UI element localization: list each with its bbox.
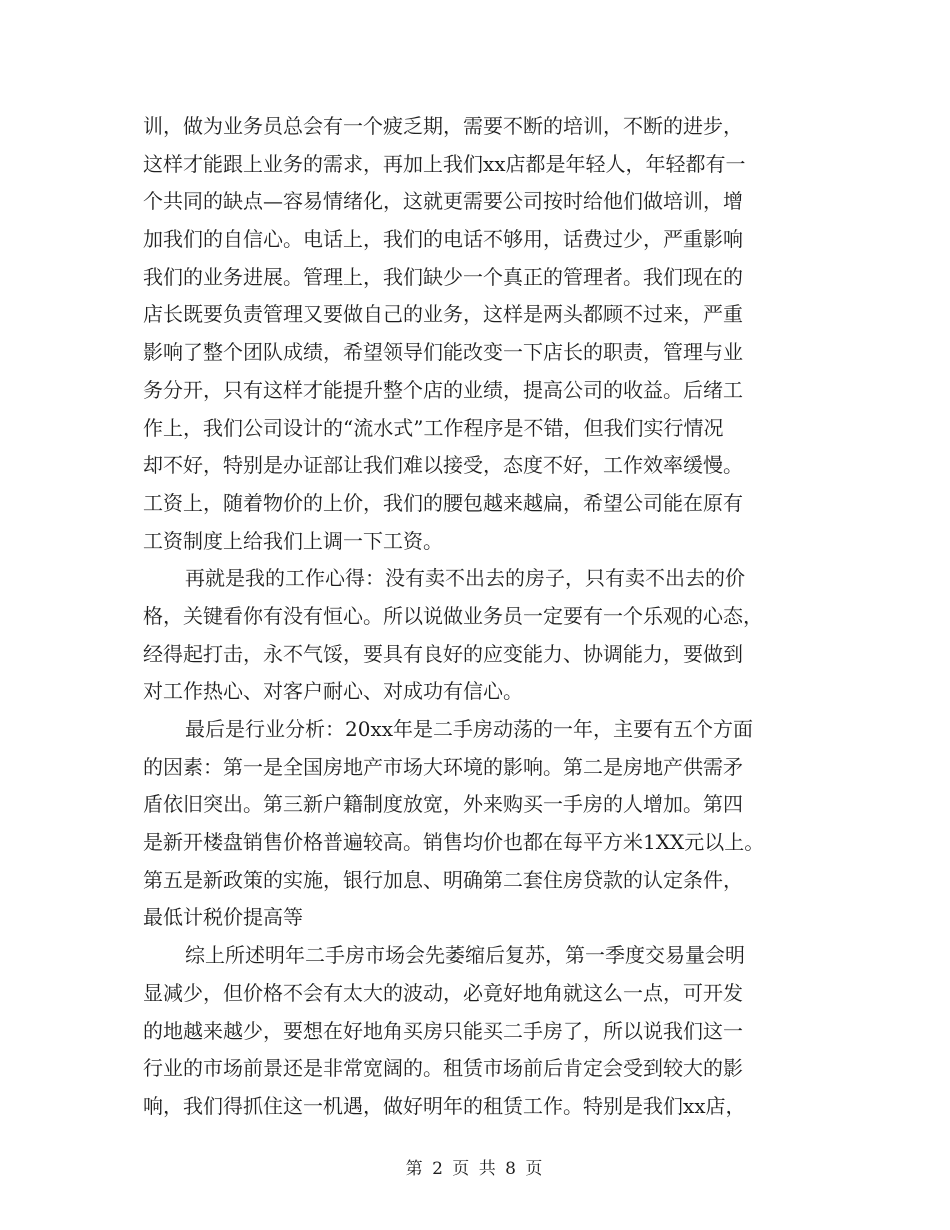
text-line: 加我们的自信心。电话上，我们的电话不够用，话费过少，严重影响 xyxy=(143,227,743,252)
text-line: 店长既要负责管理又要做自己的业务，这样是两头都顾不过来，严重 xyxy=(143,302,743,327)
text-line: 工资上，随着物价的上价，我们的腰包越来越扁，希望公司能在原有 xyxy=(143,490,743,515)
body-text xyxy=(143,108,803,1126)
text-line: 响，我们得抓住这一机遇，做好明年的租赁工作。特别是我们xx店， xyxy=(143,1093,746,1118)
paragraph-first-line: 再就是我的工作心得：没有卖不出去的房子，只有卖不出去的价 xyxy=(185,566,745,591)
text-line: 是新开楼盘销售价格普遍较高。销售均价也都在每平方米1XX元以上。 xyxy=(143,830,765,855)
text-line: 这样才能跟上业务的需求，再加上我们xx店都是年轻人，年轻都有一 xyxy=(143,151,746,176)
text-line: 的因素：第一是全国房地产市场大环境的影响。第二是房地产供需矛 xyxy=(143,754,743,779)
text-line: 务分开，只有这样才能提升整个店的业绩，提高公司的收益。后绪工 xyxy=(143,377,743,402)
text-line: 我们的业务进展。管理上，我们缺少一个真正的管理者。我们现在的 xyxy=(143,264,743,289)
text-line: 训，做为业务员总会有一个疲乏期，需要不断的培训，不断的进步， xyxy=(143,114,743,138)
text-line: 对工作热心、对客户耐心、对成功有信心。 xyxy=(143,679,523,704)
text-line: 工资制度上给我们上调一下工资。 xyxy=(143,528,443,553)
paragraph-first-line: 最后是行业分析：20xx年是二手房动荡的一年，主要有五个方面 xyxy=(185,717,754,741)
text-line: 行业的市场前景还是非常宽阔的。租赁市场前后肯定会受到较大的影 xyxy=(143,1056,743,1081)
text-line: 格，关键看你有没有恒心。所以说做业务员一定要有一个乐观的心态， xyxy=(143,603,763,628)
text-line: 最低计税价提高等 xyxy=(143,905,303,930)
text-line: 却不好，特别是办证部让我们难以接受，态度不好，工作效率缓慢。 xyxy=(143,453,743,478)
text-line: 作上，我们公司设计的“流水式”工作程序是不错，但我们实行情况 xyxy=(143,415,724,440)
text-line: 的地越来越少，要想在好地角买房只能买二手房了，所以说我们这一 xyxy=(143,1018,743,1043)
text-line: 盾依旧突出。第三新户籍制度放宽，外来购买一手房的人增加。第四 xyxy=(143,792,743,817)
page-number-footer: 第 2 页 共 8 页 xyxy=(405,1159,545,1179)
text-line: 个共同的缺点—容易情绪化，这就更需要公司按时给他们做培训，增 xyxy=(143,189,743,214)
text-line: 经得起打击，永不气馁，要具有良好的应变能力、协调能力，要做到 xyxy=(143,641,743,666)
paragraph-first-line: 综上所述明年二手房市场会先萎缩后复苏，第一季度交易量会明 xyxy=(185,943,745,968)
text-line: 显减少，但价格不会有太大的波动，必竟好地角就这么一点，可开发 xyxy=(143,980,743,1005)
text-line: 第五是新政策的实施，银行加息、明确第二套住房贷款的认定条件， xyxy=(143,867,743,892)
text-line: 影响了整个团队成绩，希望领导们能改变一下店长的职责，管理与业 xyxy=(143,340,743,365)
